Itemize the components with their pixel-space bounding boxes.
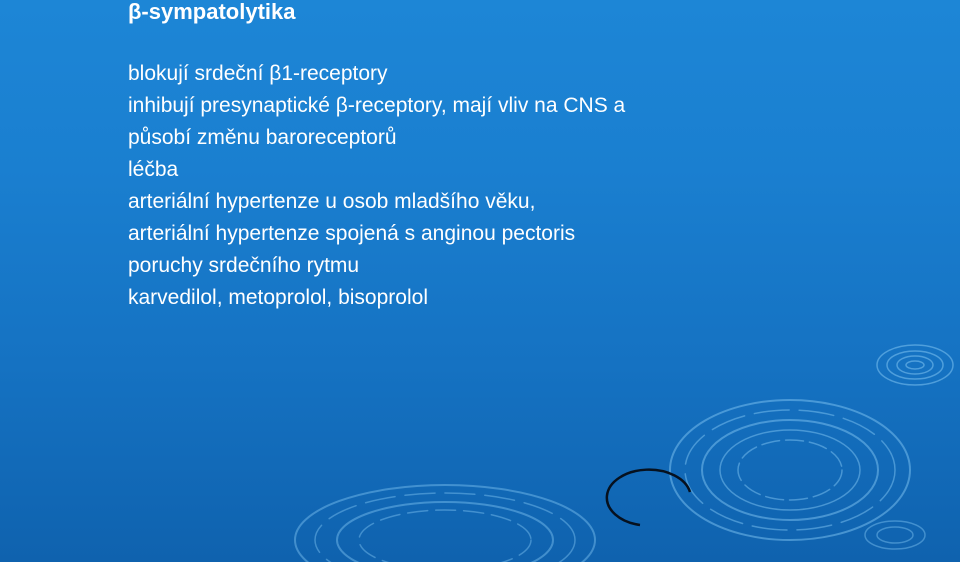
- dark-drop-ring: [607, 470, 690, 525]
- text-line: arteriální hypertenze spojená s anginou pectoris: [128, 222, 576, 245]
- text-line: arteriální hypertenze u osob mladšího věku,: [128, 190, 536, 213]
- slide-body: [128, 58, 625, 314]
- text-line: karvedilol, metoprolol, bisoprolol: [128, 286, 428, 309]
- ripple-tiny-right: [865, 521, 925, 549]
- ripple-large-bottom-right: [670, 400, 910, 540]
- ripple-large-bottom-left: [295, 485, 595, 562]
- text-line: poruchy srdečního rytmu: [128, 254, 360, 277]
- text-line: blokují srdeční β1-receptory: [128, 62, 388, 85]
- ripple-small-right: [877, 345, 953, 385]
- text-line: působí změnu baroreceptorů: [128, 126, 397, 149]
- text-line: inhibují presynaptické β-receptory, mají vliv na CNS a: [128, 94, 626, 117]
- slide-title: β-sympatolytika: [128, 0, 296, 24]
- text-line: léčba: [128, 158, 179, 181]
